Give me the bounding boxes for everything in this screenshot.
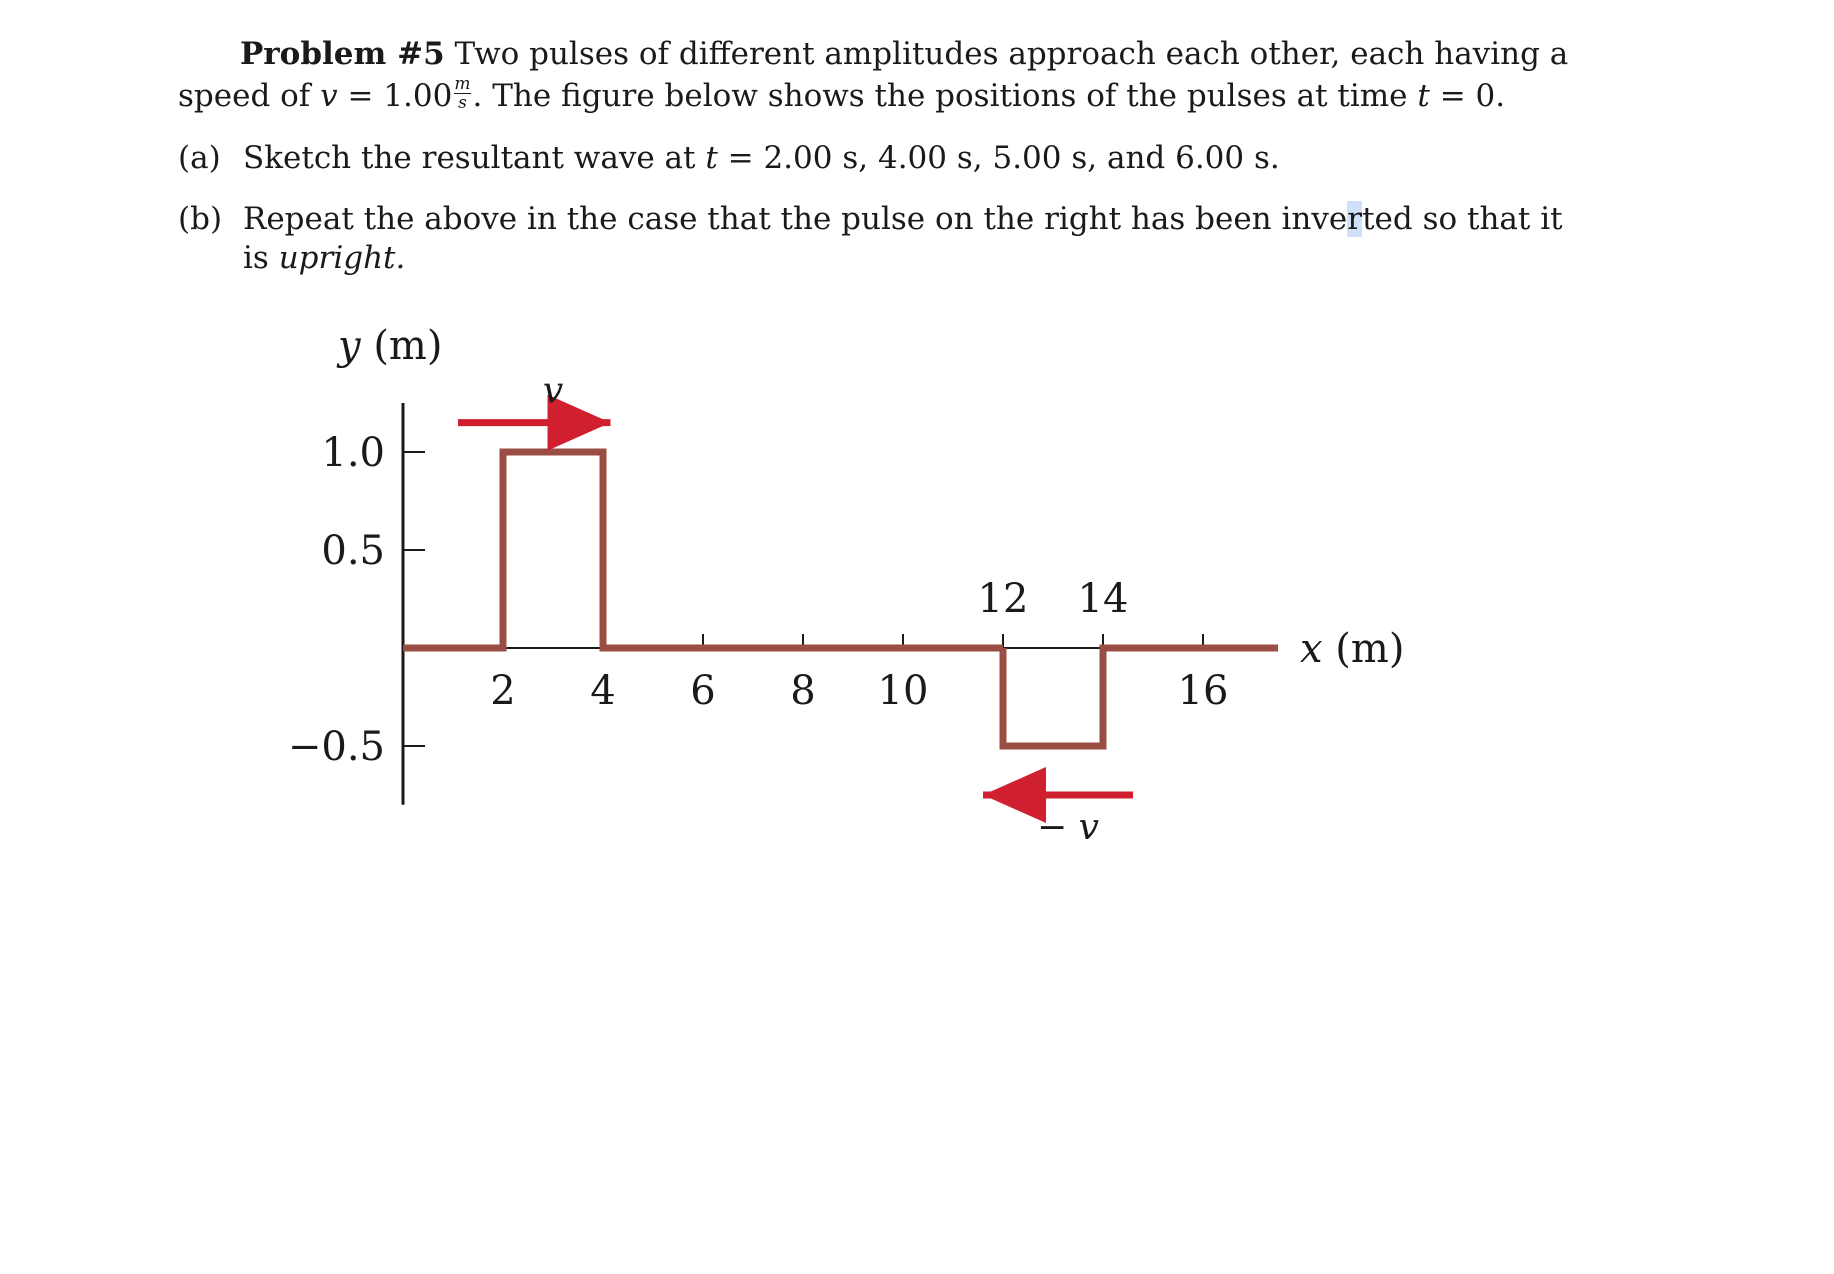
x-tick-label: 14 — [1077, 576, 1129, 622]
x-tick-label: 16 — [1177, 668, 1229, 714]
item-a-t-symbol: t — [705, 140, 718, 176]
x-axis-label — [1300, 626, 1404, 672]
y-axis-label — [336, 323, 442, 369]
y-tick-label: −0.5 — [287, 724, 385, 770]
problem-intro-part1: Two pulses of different amplitudes approach each other, each having a — [454, 36, 1569, 72]
unit-numerator: m — [454, 73, 471, 94]
speed-value: = 1.00 — [337, 78, 453, 114]
velocity-label-right: v — [542, 370, 564, 412]
x-tick-label: 6 — [690, 668, 716, 714]
x-tick-label: 4 — [590, 668, 616, 714]
text-selection-highlight: r — [1347, 201, 1363, 237]
v-symbol: v — [320, 78, 338, 114]
y-tick-label: 1.0 — [321, 430, 385, 476]
item-b-label: (b) — [178, 201, 223, 237]
item-a-after: = 2.00 s, 4.00 s, 5.00 s, and 6.00 s. — [717, 140, 1280, 176]
x-axis-label-var: x — [1300, 626, 1323, 672]
item-a-before: Sketch the resultant wave at — [243, 140, 706, 176]
x-tick-label: 8 — [790, 668, 816, 714]
y-axis-label-var: y — [338, 323, 361, 369]
speed-prefix: speed of — [178, 78, 321, 114]
problem-title: Problem #5 — [240, 36, 445, 72]
intro-part2: . The figure below shows the positions of the pulses at time — [472, 78, 1418, 114]
x-tick-label: 12 — [977, 576, 1029, 622]
y-axis-label-unit: (m) — [360, 323, 443, 369]
item-b-line2-before: is — [243, 240, 279, 276]
unit-denominator: s — [454, 93, 470, 112]
pulse-left — [403, 452, 1003, 648]
y-tick-label: 0.5 — [321, 528, 385, 574]
x-axis-label-unit: (m) — [1322, 626, 1405, 672]
item-b-line1-before: Repeat the above in the case that the pulse on the right has been inve — [243, 201, 1348, 237]
velocity-label-left-var: v — [1078, 807, 1099, 848]
velocity-label-left-sign: − — [1037, 807, 1079, 848]
velocity-label-left — [1037, 807, 1099, 848]
intro-end: = 0. — [1429, 78, 1506, 114]
t-symbol: t — [1417, 78, 1430, 114]
x-tick-label: 2 — [490, 668, 516, 714]
x-tick-label: 10 — [877, 668, 929, 714]
item-b-line1-after: ted so that it — [1362, 201, 1563, 237]
item-b-upright: upright. — [278, 240, 406, 276]
item-a-label: (a) — [178, 140, 221, 176]
pulse-right — [1003, 648, 1278, 746]
